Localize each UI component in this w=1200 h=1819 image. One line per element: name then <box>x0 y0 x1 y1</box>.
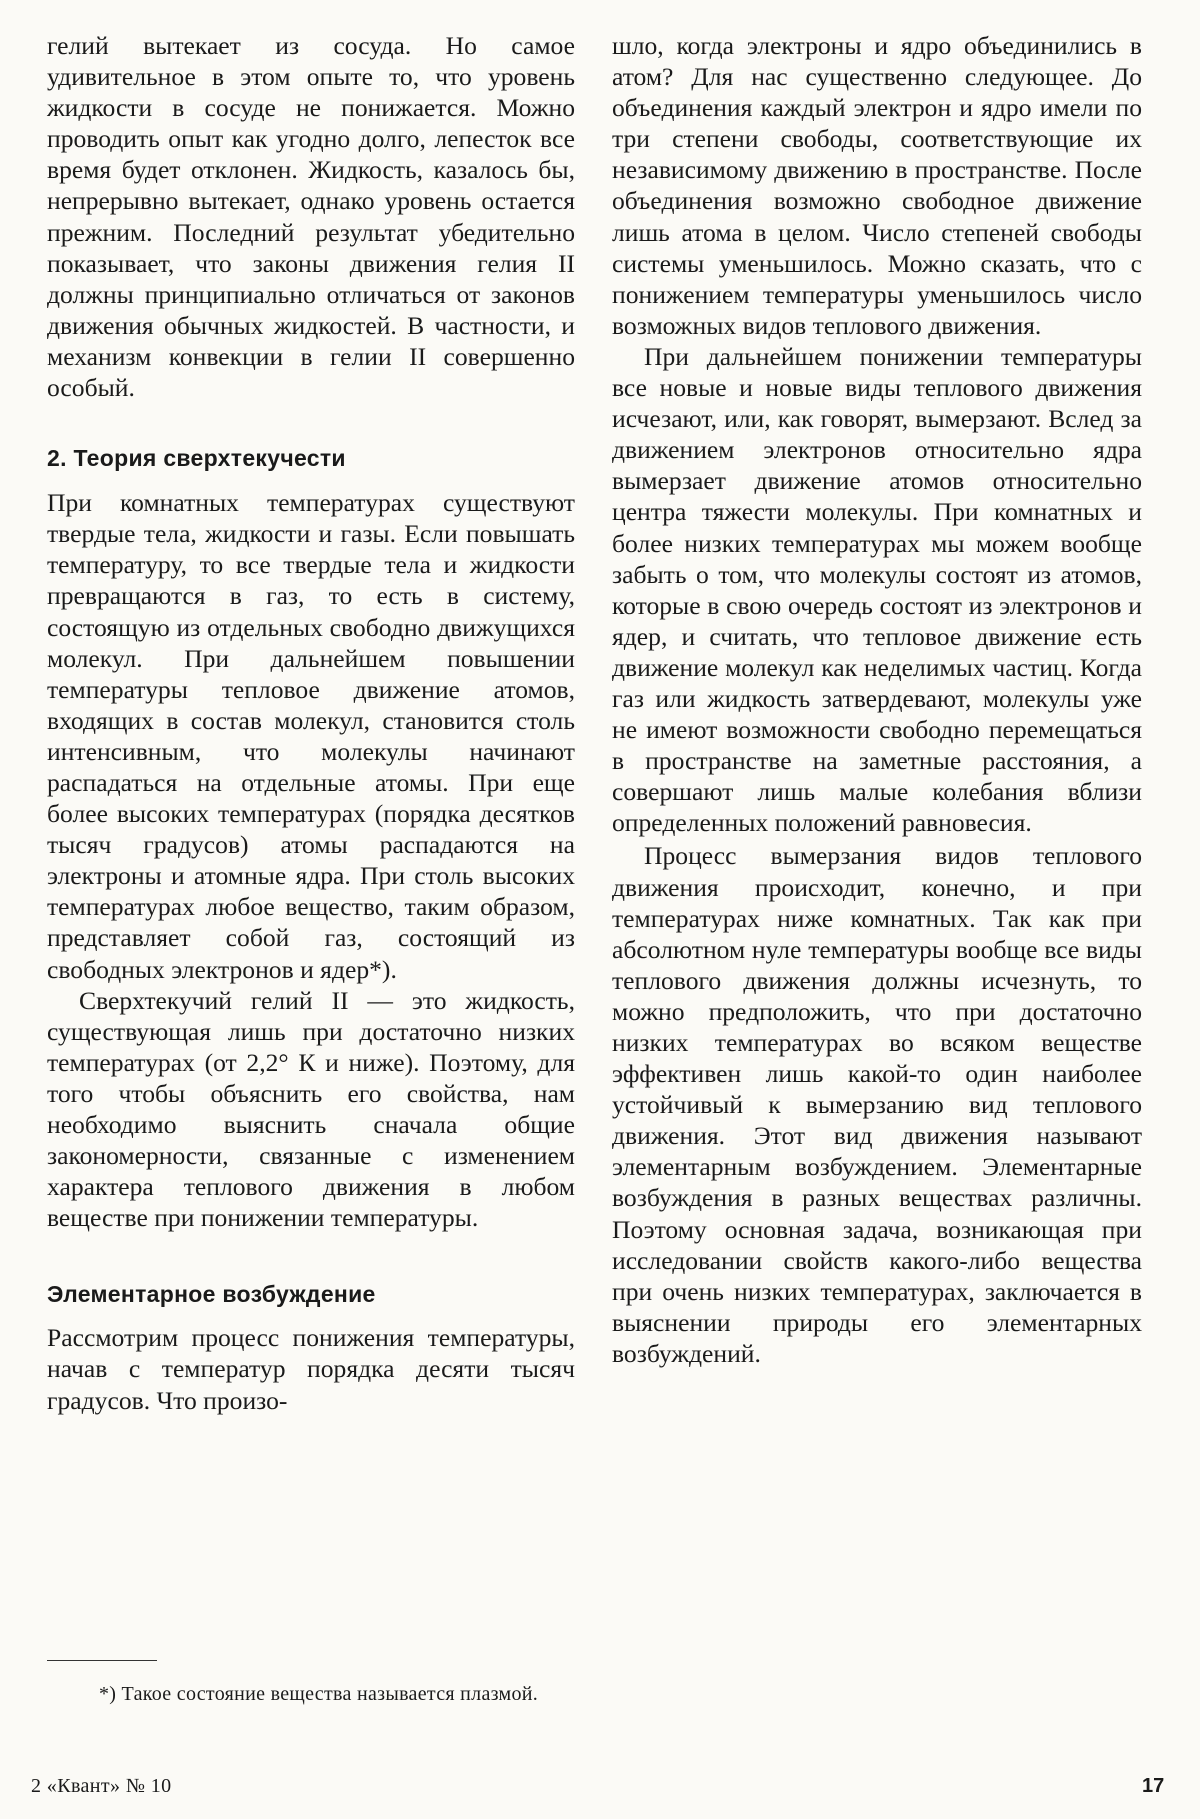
page-number: 17 <box>1142 1775 1165 1797</box>
footnote-divider <box>47 1660 157 1661</box>
paragraph-process: Процесс вымерзания видов теплового движения происходит, конечно, и при температурах ниже комнатных. Так как при абсолютном нуле температуры вообще все виды теплового движения должны исчезнуть, то можно предположить, что при достаточно низких температурах во всяком веществе эффективен лишь какой-то один наиболее устойчивый к вымерзанию вид теплового движения. Этот вид движения называют элементарным возбуждением. Элементарные возбуждения в разных веществах различны. Поэтому основная задача, возникающая при исследовании свойств какого-либо вещества при очень низких температурах, заключается в выяснении природы его элементарных возбуждений. <box>612 841 1142 1368</box>
footnote: *) Такое состояние вещества называется плазмой. <box>99 1683 539 1705</box>
right-column <box>612 30 1142 1369</box>
section-heading: 2. Теория сверхтекучести <box>47 445 346 472</box>
paragraph-continuation: шло, когда электроны и ядро объединились в атом? Для нас существенно следующее. До объединения каждый электрон и ядро имели по три степени свободы, соответствующие их независимому движению в пространстве. После объединения возможно свободное движение лишь атома в целом. Число степеней свободы системы уменьшилось. Можно сказать, что с понижением температуры уменьшилось число возможных видов теплового движения. <box>612 31 1142 340</box>
paragraph-excitation-start: Рассмотрим процесс понижения температуры, начав с температур порядка десяти тысяч градусов. Что произо- <box>47 1323 575 1415</box>
left-column <box>47 30 575 1416</box>
subheading-elementary-excitation: Элементарное возбуждение <box>47 1281 376 1308</box>
printer-signature: 2 «Квант» № 10 <box>31 1775 172 1797</box>
paragraph-theory-2: Сверхтекучий гелий II — это жидкость, существующая лишь при достаточно низких температурах (от 2,2° К и ниже). Поэтому, для того чтобы объяснить его свойства, нам необходимо выяснить сначала общие закономерности, связанные с изменением характера теплового движения в любом веществе при понижении температуры. <box>47 985 575 1233</box>
paragraph-theory-1: При комнатных температурах существуют твердые тела, жидкости и газы. Если повышать температуру, то все твердые тела и жидкости превращаются в газ, то есть в систему, состоящую из отдельных свободно движущихся молекул. При дальнейшем повышении температуры тепловое движение атомов, входящих в состав молекул, становится столь интенсивным, что молекулы начинают распадаться на отдельные атомы. При еще более высоких температурах (порядка десятков тысяч градусов) атомы распадаются на электроны и атомные ядра. При столь высоких температурах любое вещество, таким образом, представляет собой газ, состоящий из свободных электронов и ядер*). <box>47 488 575 984</box>
paragraph-intro: гелий вытекает из сосуда. Но самое удивительное в этом опыте то, что уровень жидкости в сосуде не понижается. Можно проводить опыт как угодно долго, лепесток все время будет отклонен. Жидкость, казалось бы, непрерывно вытекает, однако уровень остается прежним. Последний результат убедительно показывает, что законы движения гелия II должны принципиально отличаться от законов движения обычных жидкостей. В частности, и механизм конвекции в гелии II совершенно особый. <box>47 31 575 403</box>
paragraph-freezing: При дальнейшем понижении температуры все новые и новые виды теплового движения исчезают, или, как говорят, вымерзают. Вслед за движением электронов относительно ядра вымерзает движение атомов относительно центра тяжести молекулы. При комнатных и более низких температурах мы можем вообще забыть о том, что молекулы состоят из атомов, которые в свою очередь состоят из электронов и ядер, и считать, что тепловое движение есть движение молекул как неделимых частиц. Когда газ или жидкость затвердевают, молекулы уже не имеют возможности свободно перемещаться в пространстве на заметные расстояния, а совершают лишь малые колебания вблизи определенных положений равновесия. <box>612 341 1142 838</box>
